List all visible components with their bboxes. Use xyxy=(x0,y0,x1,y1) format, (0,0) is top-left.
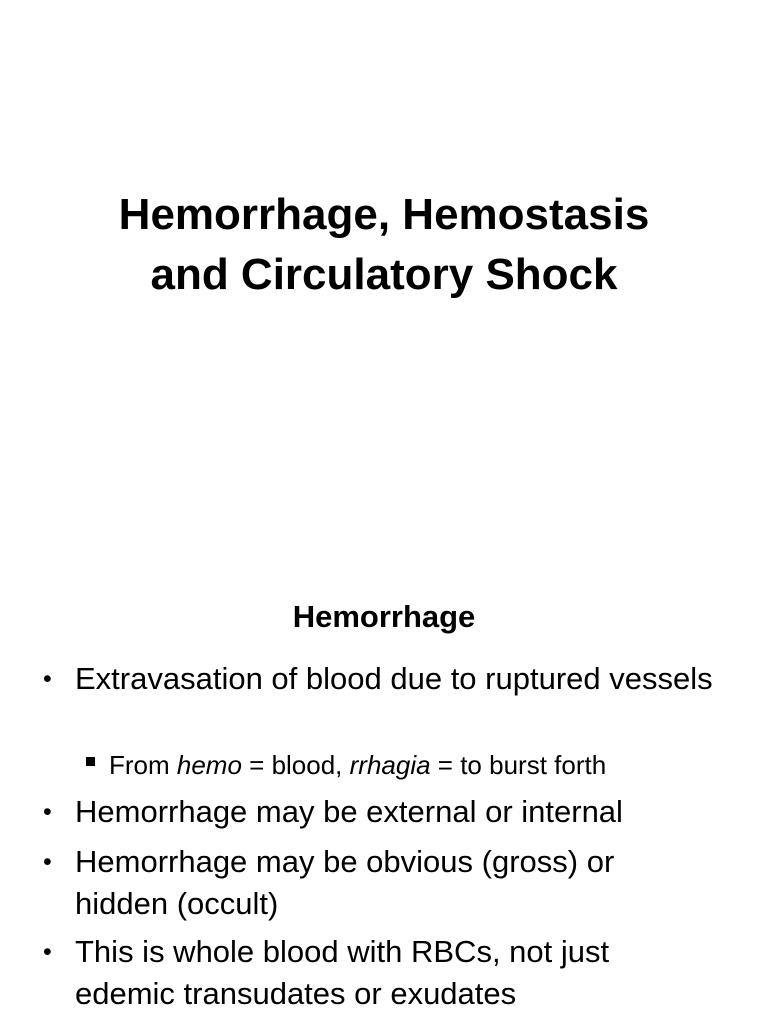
slide-heading: Hemorrhage xyxy=(292,599,476,634)
bullet-item: • This is whole blood with RBCs, not just edemic transudates or exudates xyxy=(75,931,715,1015)
slide-title xyxy=(0,185,768,305)
sub-bullet-text-part: = to burst forth xyxy=(430,750,607,780)
bullet-list xyxy=(0,576,768,1024)
sub-bullet-term-hemo: hemo xyxy=(176,750,242,780)
bullet-item: • Extravasation of blood due to ruptured vessels xyxy=(75,658,715,700)
sub-bullet-text xyxy=(109,750,606,780)
sub-bullet-item xyxy=(109,747,729,783)
bullet-item: • Hemorrhage may be obvious (gross) or hidden (occult) xyxy=(75,841,715,925)
slide-title-line-1: Hemorrhage, Hemostasis xyxy=(118,190,650,239)
bullet-item: • Hemorrhage may be external or internal xyxy=(75,791,715,833)
sub-bullet-term-rrhagia: rrhagia xyxy=(349,750,431,780)
slide-title-line-2: and Circulatory Shock xyxy=(150,250,618,299)
sub-bullet-text-part: From xyxy=(109,750,177,780)
content-slide xyxy=(0,576,768,1024)
sub-bullet-text-part: = blood, xyxy=(241,750,350,780)
square-bullet-icon xyxy=(86,757,95,766)
